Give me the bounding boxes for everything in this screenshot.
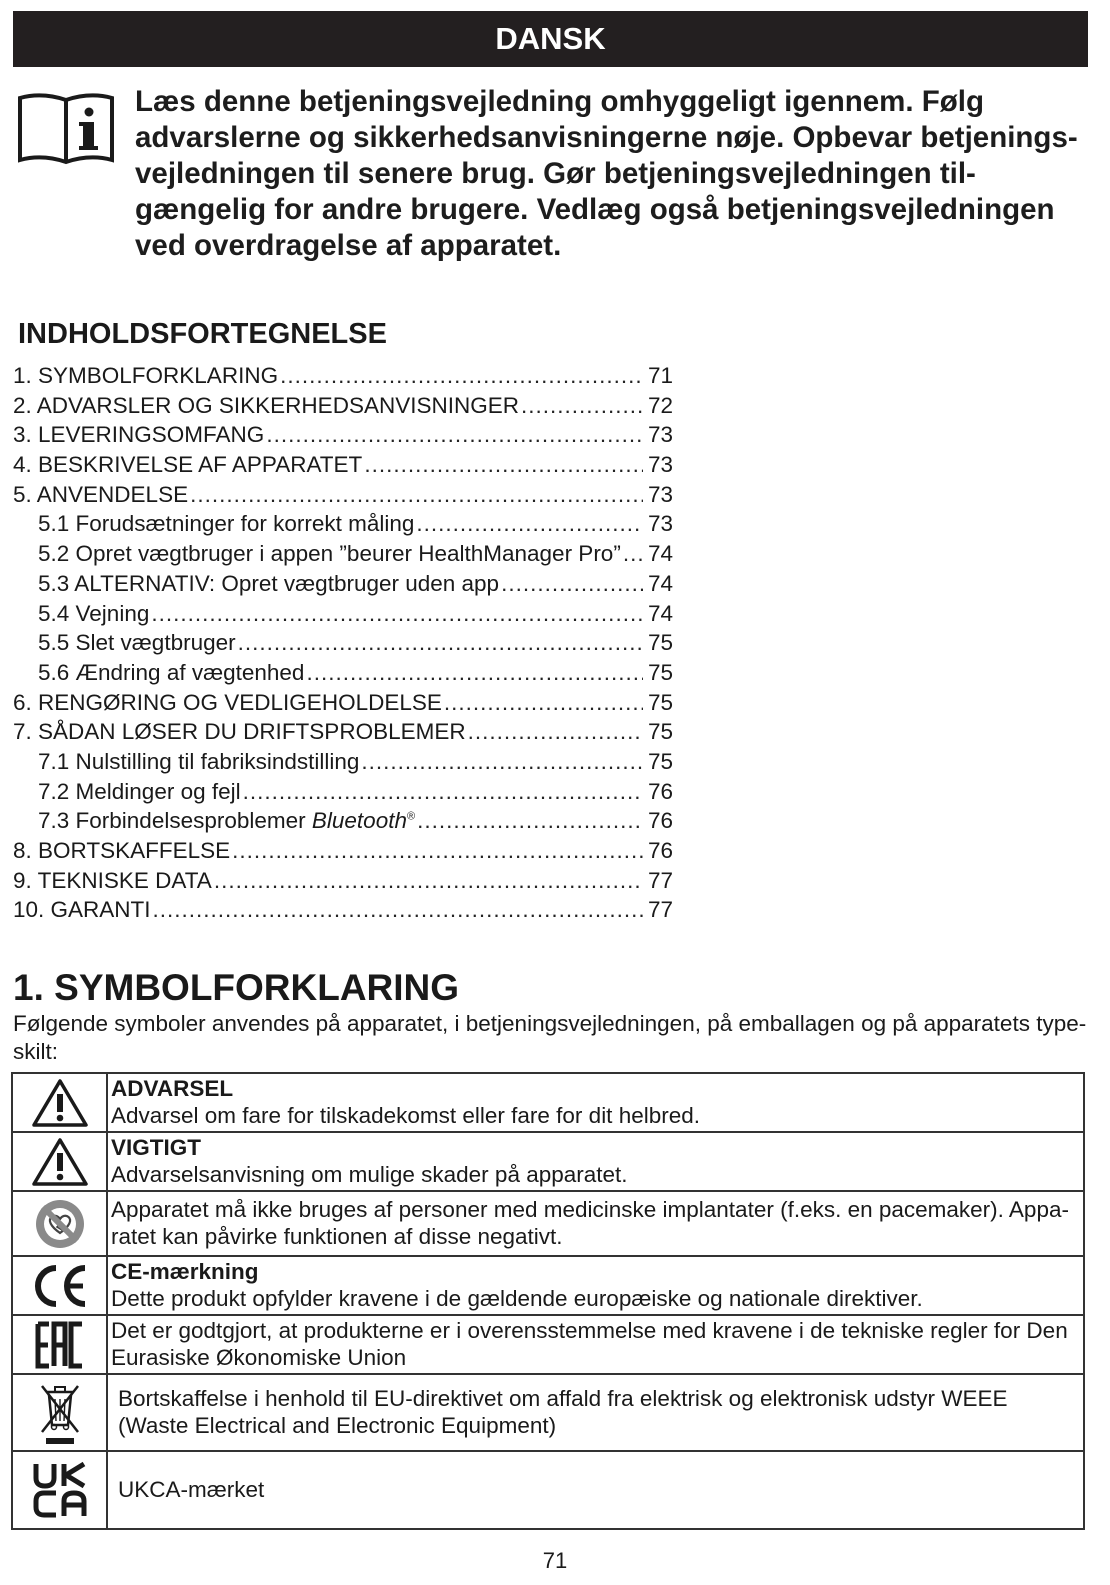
symbol-description: UKCA-mærket [118, 1477, 265, 1502]
intro-text [135, 84, 1085, 264]
intro-line: vejledningen til senere brug. Gør betjeningsvejledningen til- [135, 157, 976, 190]
table-row [12, 1315, 1084, 1374]
table-row [12, 1451, 1084, 1529]
symbol-heading: ADVARSEL [111, 1076, 234, 1101]
toc-subitem[interactable]: 7.1 Nulstilling til fabriksindstilling ..... 75 [13, 749, 673, 779]
language-title: DANSK [495, 21, 606, 56]
eac-mark-icon [35, 1321, 85, 1369]
symbol-heading: CE-mærkning [111, 1259, 259, 1284]
toc-item[interactable]: 10. GARANTI ..... 77 [13, 897, 673, 927]
toc-subitem[interactable]: 5.1 Forudsætninger for korrekt måling ..... 73 [13, 511, 673, 541]
toc-subitem[interactable]: 7.3 Forbindelsesproblemer Bluetooth® ..... 76 [13, 808, 673, 838]
toc-item[interactable]: 2. ADVARSLER OG SIKKERHEDSANVISNINGER ..... 72 [13, 393, 673, 423]
table-row [12, 1374, 1084, 1451]
symbol-description: Advarselsanvisning om mulige skader på apparatet. [111, 1162, 628, 1187]
symbol-heading: VIGTIGT [111, 1135, 201, 1160]
no-pacemaker-icon [32, 1196, 88, 1252]
toc-item[interactable]: 4. BESKRIVELSE AF APPARATET ..... 73 [13, 452, 673, 482]
info-book-icon [17, 90, 115, 166]
toc-item[interactable]: 8. BORTSKAFFELSE ..... 76 [13, 838, 673, 868]
toc-subitem[interactable]: 5.6 Ændring af vægtenhed ..... 75 [13, 660, 673, 690]
table-row [12, 1256, 1084, 1315]
table-of-contents [13, 363, 673, 927]
table-row [12, 1191, 1084, 1256]
warning-triangle-icon [31, 1136, 89, 1188]
ce-mark-icon [29, 1263, 91, 1309]
symbol-description: Bortskaffelse i henhold til EU-direktivet om affald fra elektrisk og elektronisk udstyr WEEE (Waste Electrical and Electronic Equipment) [118, 1386, 1008, 1438]
intro-line: Læs denne betjeningsvejledning omhyggeligt igennem. Følg [135, 85, 985, 118]
toc-subitem[interactable]: 5.3 ALTERNATIV: Opret vægtbruger uden app ..... 74 [13, 571, 673, 601]
toc-item[interactable]: 7. SÅDAN LØSER DU DRIFTSPROBLEMER ..... 75 [13, 719, 673, 749]
toc-subitem[interactable]: 5.2 Opret vægtbruger i appen ”beurer HealthManager Pro” ..... 74 [13, 541, 673, 571]
section-title: 1. SYMBOLFORKLARING [13, 967, 460, 1008]
intro-line: gængelig for andre brugere. Vedlæg også betjeningsvejledningen [135, 193, 1055, 226]
table-row [12, 1073, 1084, 1132]
toc-item[interactable]: 1. SYMBOLFORKLARING ..... 71 [13, 363, 673, 393]
toc-subitem[interactable]: 7.2 Meldinger og fejl ..... 76 [13, 779, 673, 809]
symbol-description: Det er godtgjort, at produkterne er i overensstemmelse med kravene i de tekniske regler for Den Eurasiske Økonomiske Union [111, 1318, 1068, 1370]
symbol-description: Advarsel om fare for tilskadekomst eller fare for dit helbred. [111, 1103, 700, 1128]
toc-item[interactable]: 9. TEKNISKE DATA ..... 77 [13, 868, 673, 898]
toc-item[interactable]: 5. ANVENDELSE ..... 73 [13, 482, 673, 512]
registered-mark: ® [406, 810, 416, 823]
intro-line: ved overdragelse af apparatet. [135, 229, 562, 262]
table-row [12, 1132, 1084, 1191]
page-number: 71 [542, 1548, 568, 1573]
toc-title: INDHOLDSFORTEGNELSE [18, 318, 387, 350]
weee-bin-icon [35, 1378, 85, 1448]
warning-triangle-icon [31, 1077, 89, 1129]
toc-label-italic: Bluetooth [311, 808, 407, 834]
toc-item[interactable]: 3. LEVERINGSOMFANG ..... 73 [13, 422, 673, 452]
intro-line: advarslerne og sikkerhedsanvisningerne nøje. Opbevar betjenings- [135, 121, 1078, 154]
section-intro: Følgende symboler anvendes på apparatet, i betjeningsvejledningen, på emballagen og på apparatets type-skilt: [13, 1011, 1087, 1064]
toc-subitem[interactable]: 5.4 Vejning ..... 74 [13, 601, 673, 631]
ukca-mark-icon [32, 1461, 88, 1519]
toc-subitem[interactable]: 5.5 Slet vægtbruger ..... 75 [13, 630, 673, 660]
toc-label: 7.3 Forbindelsesproblemer [38, 808, 312, 834]
language-banner [13, 11, 1088, 67]
symbol-description: Dette produkt opfylder kravene i de gældende europæiske og nationale direktiver. [111, 1286, 923, 1311]
symbol-description: Apparatet må ikke bruges af personer med medicinske implantater (f.eks. en pacemaker). Appa-ratet kan påvirke funktionen af disse negativt. [111, 1197, 1069, 1249]
toc-item[interactable]: 6. RENGØRING OG VEDLIGEHOLDELSE ..... 75 [13, 690, 673, 720]
symbol-table [11, 1072, 1085, 1530]
